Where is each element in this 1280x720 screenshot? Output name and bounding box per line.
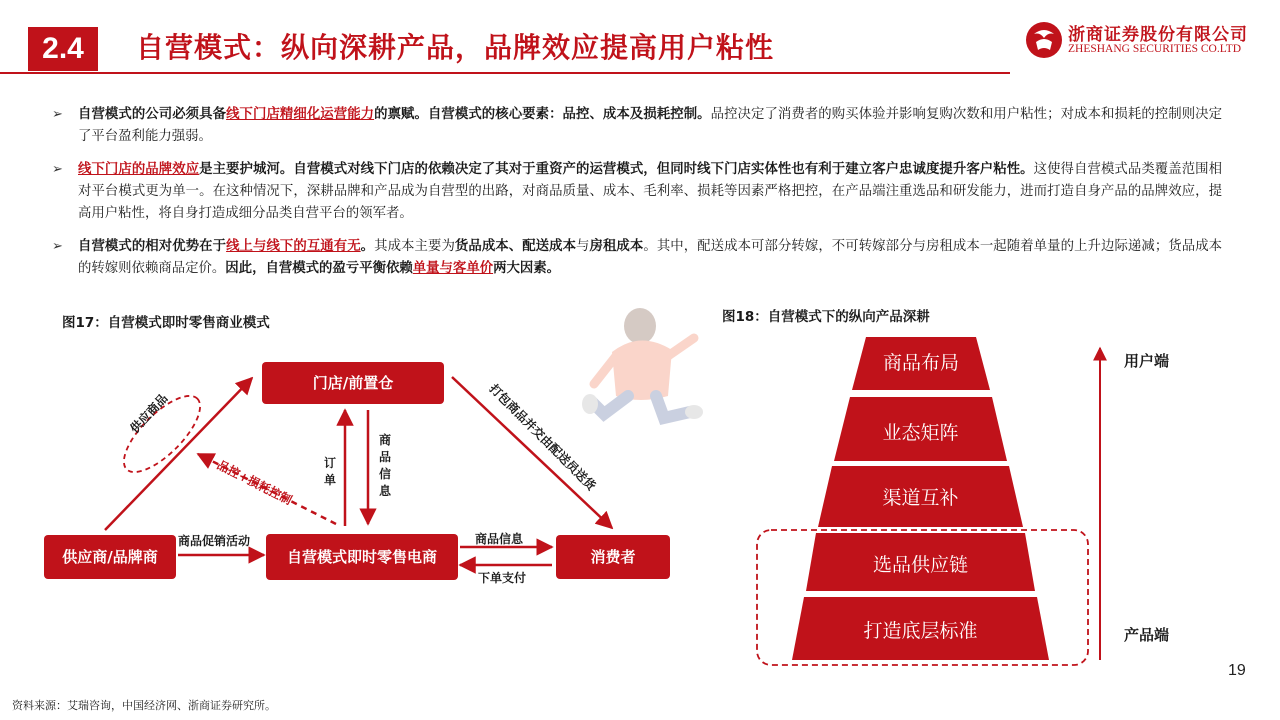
user-end-label: 用户端: [1124, 352, 1170, 370]
pyramid-level-5-label: 打造底层标准: [863, 620, 978, 642]
bullet-text: 的禀赋。自营模式的核心要素：品控、成本及损耗控制。: [374, 107, 711, 122]
supply-goods-label: 供应商品: [127, 391, 171, 436]
product-end-label: 产品端: [1124, 626, 1170, 644]
supplier-box: 供应商/品牌商: [44, 535, 176, 579]
figure18-label: 图18：自营模式下的纵向产品深耕: [722, 309, 930, 325]
bullet-text: 房租成本: [589, 239, 644, 254]
bullet-highlight: 线上与线下的互通有无: [226, 239, 361, 254]
bullet-text: 货品成本、配送成本: [454, 239, 577, 254]
pyramid-level-1-label: 商品布局: [882, 352, 959, 374]
bullet-text: 。: [360, 239, 375, 254]
bullet-highlight: 线下门店精细化运营能力: [226, 107, 375, 122]
bullet-arrow-icon: ➢: [52, 162, 63, 177]
bullet-highlight: 线下门店的品牌效应: [78, 162, 200, 177]
bullet-text: 自营模式的公司必须具备: [78, 107, 227, 122]
logo-text-en: ZHESHANG SECURITIES CO.LTD: [1068, 43, 1242, 55]
platform-box: 自营模式即时零售电商: [266, 534, 458, 580]
bullet-text: 品控决定了消费者的购买体验并影响复购次数和用户粘性；对成本和损耗的控制则决定了平台盈利能力强弱。: [78, 107, 1223, 144]
section-number: 2.4: [28, 27, 98, 71]
pay-label: 下单支付: [478, 571, 527, 585]
figure17-label: 图17：自营模式即时零售商业模式: [62, 315, 270, 331]
bullet-text: 这使得自营模式品类覆盖范围相对平台模式更为单一。在这种情况下，深耕品牌和产品成为自营型的出路，对商品质量、成本、毛利率、损耗等因素严格把控，在产品端注重选品和研发能力，进而打造自身产品的品牌效应，提高用户粘性，将自身打造成细分品类自营平台的领军者。: [78, 162, 1223, 221]
bullet-text: 其成本主要为: [374, 239, 455, 254]
pyramid-level-3-label: 渠道互补: [882, 487, 959, 509]
order-label: 订单: [323, 456, 336, 487]
bullet-arrow-icon: ➢: [52, 239, 63, 254]
bullet-text: 两大因素。: [493, 261, 561, 276]
pyramid-level-2-label: 业态矩阵: [882, 422, 959, 444]
bullet-text: 与: [576, 239, 590, 254]
store-box: 门店/前置仓: [262, 362, 444, 404]
bullet-text: 是主要护城河。自营模式对线下门店的依赖决定了其对于重资产的运营模式，但同时线下门店实体性也有利于建立客户忠诚度提升客户粘性。: [199, 162, 1034, 177]
bullet-text: 。其中，配送成本可部分转嫁，不可转嫁部分与房租成本一起随着单量的上升边际递减；货品成本的转嫁则依赖商品定价。: [78, 239, 1223, 276]
page-number: 19: [1228, 662, 1246, 679]
bullet-text: 自营模式的相对优势在于: [78, 239, 227, 254]
bullet-text: 因此，自营模式的盈亏平衡依赖: [225, 261, 413, 276]
goods-info-horizontal-label: 商品信息: [475, 532, 524, 546]
bullet-arrow-icon: ➢: [52, 107, 63, 122]
bullet-highlight: 单量与客单价: [412, 261, 494, 276]
goods-info-vertical-label: 商品信息: [378, 433, 391, 498]
consumer-box: 消费者: [556, 535, 670, 579]
qc-loss-label: 品控+损耗控制: [214, 457, 295, 508]
pyramid-level-4-label: 选品供应链: [872, 554, 968, 576]
source-note: 资料来源：艾瑞咨询，中国经济网、浙商证券研究所。: [12, 699, 276, 712]
promo-label: 商品促销活动: [178, 534, 251, 548]
page-title: 自营模式：纵向深耕产品，品牌效应提高用户粘性: [136, 31, 775, 64]
logo-text-cn: 浙商证券股份有限公司: [1068, 25, 1248, 45]
pack-deliver-label: 打包商品并交由配送员送货: [486, 381, 599, 494]
